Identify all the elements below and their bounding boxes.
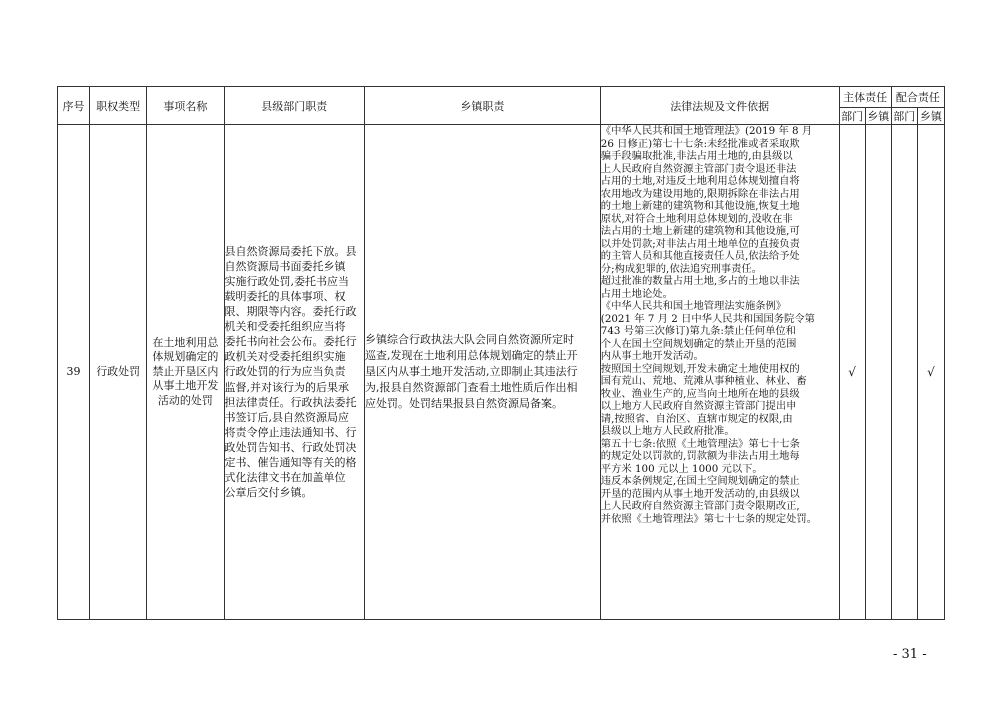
cell-item-name	[147, 125, 224, 620]
header-type: 职权类型	[90, 87, 147, 125]
legal-basis-line: 原状,对符合土地利用总体规划的,没收在非	[600, 212, 793, 225]
subheader-coop-dept: 部门	[891, 108, 917, 125]
cell-legal-basis	[600, 125, 839, 620]
legal-basis-line: 以并处罚款;对非法占用土地单位的直接负责	[600, 237, 800, 250]
legal-basis-line: 骗手段骗取批准,非法占用土地的,由县级以	[600, 150, 793, 162]
legal-basis-line: 个人在国土空间规划确定的禁止开垦的范围	[600, 337, 797, 350]
county-duty-line: 定书、催告通知等有关的格	[224, 456, 357, 470]
cell-coop-dept-check	[891, 125, 917, 620]
county-duty-line: 式化法律文书在加盖单位	[224, 471, 346, 485]
legal-basis-line: 的规定处以罚款的,罚款额为非法占用土地每	[600, 450, 800, 462]
county-duty-line: 县自然资源局委托下放。县	[224, 244, 357, 258]
legal-basis-line: 以上地方人民政府自然资源主管部门提出申	[600, 400, 797, 412]
legal-basis-line: 开垦的范围内从事土地开发活动的,由县级以	[600, 487, 800, 500]
county-duty-line: 行政处罚的行为应当负责	[224, 365, 346, 379]
item-name-line: 体规划确定的	[152, 350, 219, 364]
subheader-main-dept: 部门	[839, 108, 865, 125]
header-seq: 序号	[58, 87, 90, 125]
county-duty-line: 政处罚告知书、行政处罚决	[224, 440, 357, 454]
legal-basis-line: 农用地改为建设用地的,限期拆除在非法占用	[600, 187, 800, 200]
county-duty-line: 自然资源局书面委托乡镇	[224, 259, 346, 273]
legal-basis-line: 的土地上新建的建筑物和其他设施,恢复土地	[600, 200, 800, 212]
cell-main-dept-check: √	[839, 125, 865, 620]
county-duty-line: 书签订后,县自然资源局应	[224, 410, 350, 424]
page-number: - 31 -	[893, 647, 927, 662]
item-name-line: 从事土地开发	[152, 379, 219, 393]
cell-main-town-check	[865, 125, 891, 620]
item-name-line: 在土地利用总	[152, 335, 219, 349]
county-duty-line: 机关和受委托组织应当将	[224, 320, 346, 334]
legal-basis-line: 法占用的土地上新建的建筑物和其他设施,可	[600, 225, 800, 237]
legal-basis-line: 的主管人员和其他直接责任人员,依法给予处	[600, 250, 800, 262]
county-duty-line: 监督,并对该行为的后果承	[224, 380, 350, 394]
subheader-main-town: 乡镇	[865, 108, 891, 125]
responsibility-table	[57, 86, 945, 620]
county-duty-line: 担法律责任。行政执法委托	[224, 395, 357, 409]
header-row	[58, 87, 945, 108]
legal-basis-line: 《中华人民共和国土地管理法》(2019 年 8 月	[600, 125, 813, 137]
subheader-coop-town: 乡镇	[917, 108, 944, 125]
header-main-responsibility: 主体责任	[839, 87, 891, 108]
county-duty-line: 载明委托的具体事项、权	[224, 289, 346, 303]
table-row	[58, 125, 945, 620]
cell-type: 行政处罚	[90, 125, 147, 620]
legal-basis-line: 牧业、渔业生产的,应当向土地所在地的县级	[600, 387, 800, 400]
cell-coop-town-check: √	[917, 125, 944, 620]
legal-basis-line: 按照国土空间规划,开发未确定土地使用权的	[600, 362, 800, 375]
header-town-duty: 乡镇职责	[365, 87, 601, 125]
legal-basis-line: 请,按照省、自治区、直辖市规定的权限,由	[600, 412, 793, 425]
county-duty-line: 委托书向社会公布。委托行	[224, 335, 357, 349]
cell-town-duty	[365, 125, 601, 620]
county-duty-line: 公章后交付乡镇。	[224, 486, 313, 500]
legal-basis-line: 占用土地论处。	[600, 287, 673, 300]
legal-basis-line: 内从事土地开发活动。	[600, 350, 704, 362]
county-duty-line: 限、期限等内容。委托行政	[224, 305, 357, 319]
county-duty-line: 政机关对受委托组织实施	[224, 350, 346, 364]
legal-basis-line: 上人民政府自然资源主管部门责令退还非法	[600, 162, 797, 175]
legal-basis-line: 国有荒山、荒地、荒滩从事种植业、林业、畜	[600, 375, 807, 387]
header-name: 事项名称	[147, 87, 224, 125]
town-duty-line: 应处罚。处罚结果报县自然资源局备案。	[365, 397, 563, 410]
town-duty-line: 为,报县自然资源部门查看土地性质后作出相	[365, 381, 578, 394]
legal-basis-line: 上人民政府自然资源主管部门责令限期改正,	[600, 500, 800, 512]
legal-basis-line: 违反本条例规定,在国土空间规划确定的禁止	[600, 475, 800, 487]
header-coop-responsibility: 配合责任	[891, 87, 944, 108]
legal-basis-line: 743 号第三次修订)第九条:禁止任何单位和	[600, 325, 796, 337]
cell-county-duty	[224, 125, 364, 620]
legal-basis-line: 县级以上地方人民政府批准。	[600, 425, 735, 437]
legal-basis-line: 第五十七条:依照《土地管理法》第七十七条	[600, 437, 800, 450]
town-duty-line: 巡查,发现在土地利用总体规划确定的禁止开	[365, 349, 578, 362]
legal-basis-line: 分;构成犯罪的,依法追究刑事责任。	[600, 262, 762, 275]
legal-basis-line: 并依照《土地管理法》第七十七条的规定处罚。	[600, 512, 818, 525]
legal-basis-line: 《中华人民共和国土地管理法实施条例》	[600, 300, 787, 312]
legal-basis-line: 26 日修正)第七十七条:未经批准或者采取欺	[600, 137, 800, 150]
header-legal-basis: 法律法规及文件依据	[600, 87, 839, 125]
legal-basis-line: 占用的土地,对违反土地利用总体规划擅自将	[600, 175, 800, 187]
county-duty-line: 实施行政处罚,委托书应当	[224, 274, 350, 288]
header-county-duty: 县级部门职责	[224, 87, 364, 125]
item-name-line: 禁止开垦区内	[152, 364, 219, 378]
cell-seq: 39	[58, 125, 90, 620]
legal-basis-line: 平方米 100 元以上 1000 元以下。	[600, 462, 763, 475]
town-duty-line: 乡镇综合行政执法大队会同自然资源所定时	[365, 333, 574, 346]
town-duty-line: 垦区内从事土地开发活动,立即制止其违法行	[365, 365, 578, 378]
item-name-line: 活动的处罚	[157, 393, 213, 407]
legal-basis-line: 超过批准的数量占用土地,多占的土地以非法	[600, 275, 800, 287]
legal-basis-line: (2021 年 7 月 2 日中华人民共和国国务院令第	[600, 312, 815, 325]
county-duty-line: 将责令停止违法通知书、行	[224, 425, 357, 439]
